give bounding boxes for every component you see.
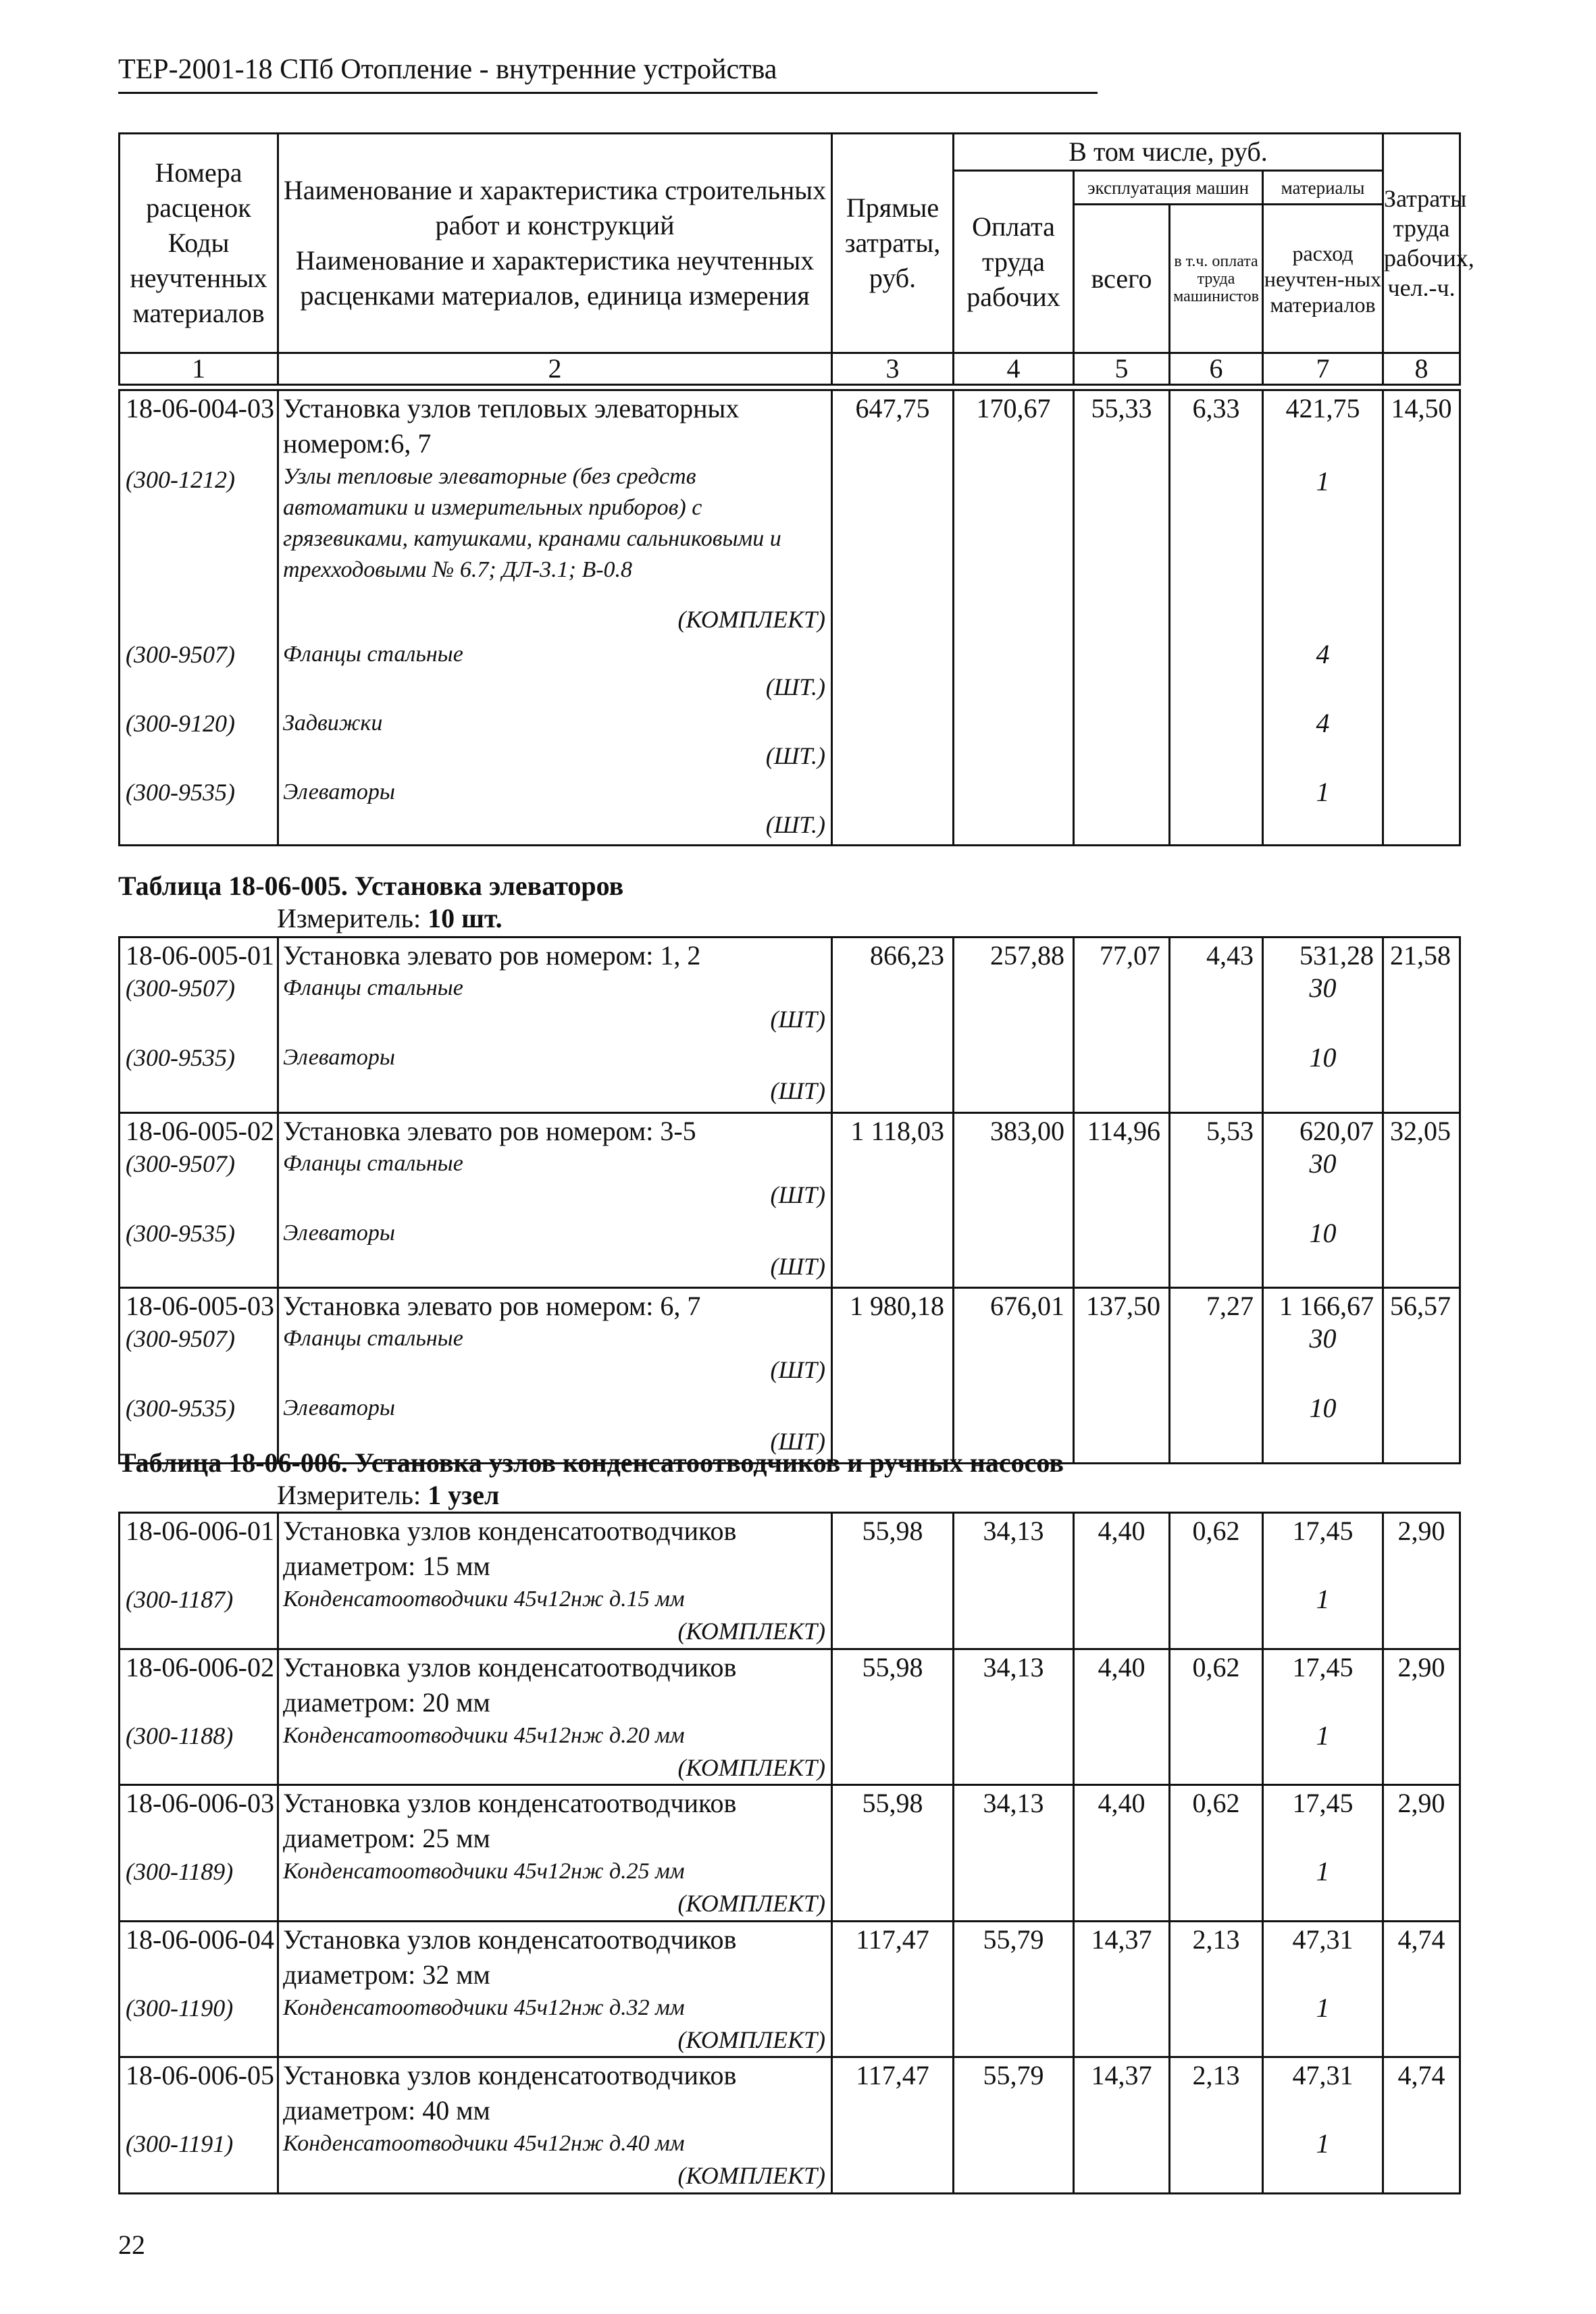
rate-code: 18-06-006-02 — [126, 1651, 274, 1682]
operator-wages: 2,13 — [1170, 1921, 1263, 1992]
machine-costs: 4,40 — [1074, 1785, 1170, 1857]
work-description: Установка узлов конденсатоотводчиков диаметром: 32 мм — [283, 1924, 737, 1990]
material-qty: 1 — [1263, 1856, 1383, 1921]
material-code: (300-1191) — [126, 2130, 234, 2157]
material-qty: 4 — [1263, 707, 1383, 776]
material-costs: 421,75 — [1263, 390, 1383, 462]
direct-costs: 55,98 — [832, 1649, 954, 1720]
material-costs: 47,31 — [1263, 2057, 1383, 2129]
col-header-labor-hours: Затраты труда рабочих, чел.-ч. — [1383, 134, 1460, 353]
machine-costs: 55,33 — [1074, 390, 1170, 462]
material-name: Элеваторы — [283, 1395, 395, 1420]
material-code: (300-9120) — [126, 710, 235, 737]
material-code: (300-9535) — [126, 1219, 235, 1247]
material-code: (300-9535) — [126, 779, 235, 806]
material-code: (300-1189) — [126, 1858, 234, 1885]
material-code: (300-9535) — [126, 1395, 235, 1422]
worker-wages: 55,79 — [954, 1921, 1074, 1992]
rate-table-18-06-006 — [118, 1512, 1461, 2194]
material-qty: 4 — [1263, 638, 1383, 707]
page-number: 22 — [118, 2230, 145, 2260]
work-description: Установка элевато ров номером: 1, 2 — [283, 940, 701, 971]
direct-costs: 1 980,18 — [832, 1288, 954, 1325]
machine-costs: 14,37 — [1074, 2057, 1170, 2129]
material-qty: 30 — [1263, 973, 1383, 1041]
direct-costs: 647,75 — [832, 390, 954, 462]
col-header-machines-group: эксплуатация машин — [1074, 171, 1263, 205]
machine-costs: 114,96 — [1074, 1112, 1170, 1149]
material-unit: (ШТ) — [770, 1077, 825, 1104]
col-header-direct-costs: Прямые затраты, руб. — [832, 134, 954, 353]
operator-wages: 0,62 — [1170, 1513, 1263, 1585]
rate-code: 18-06-005-01 — [126, 940, 274, 971]
rate-code: 18-06-004-03 — [126, 393, 274, 423]
material-name: Фланцы стальные — [283, 975, 463, 1000]
rate-code: 18-06-006-04 — [126, 1924, 274, 1955]
worker-wages: 383,00 — [954, 1112, 1074, 1149]
operator-wages: 6,33 — [1170, 390, 1263, 462]
material-qty: 1 — [1263, 2128, 1383, 2193]
work-description: Установка узлов конденсатоотводчиков диаметром: 25 мм — [283, 1788, 737, 1853]
worker-wages: 170,67 — [954, 390, 1074, 462]
material-costs: 17,45 — [1263, 1649, 1383, 1720]
labor-hours: 32,05 — [1383, 1112, 1460, 1149]
material-unit: (ШТ) — [770, 1252, 825, 1280]
material-code: (300-1187) — [126, 1586, 234, 1613]
col-header-wages: Оплата труда рабочих — [954, 171, 1074, 353]
machine-costs: 4,40 — [1074, 1649, 1170, 1720]
material-name: Элеваторы — [283, 779, 395, 804]
material-unit: (КОМПЛЕКТ) — [677, 1618, 825, 1645]
machine-costs: 137,50 — [1074, 1288, 1170, 1325]
direct-costs: 1 118,03 — [832, 1112, 954, 1149]
labor-hours: 56,57 — [1383, 1288, 1460, 1325]
table-caption-18-06-006: Таблица 18-06-006. Установка узлов конденсатоотводчиков и ручных насосов — [118, 1447, 1064, 1478]
worker-wages: 34,13 — [954, 1785, 1074, 1857]
material-qty: 1 — [1263, 776, 1383, 845]
material-costs: 17,45 — [1263, 1785, 1383, 1857]
operator-wages: 0,62 — [1170, 1785, 1263, 1857]
worker-wages: 34,13 — [954, 1513, 1074, 1585]
material-name: Элеваторы — [283, 1220, 395, 1245]
material-qty: 10 — [1263, 1391, 1383, 1463]
material-code: (300-9507) — [126, 1150, 235, 1177]
material-name: Фланцы стальные — [283, 1326, 463, 1351]
material-code: (300-1212) — [126, 466, 235, 493]
work-description: Установка элевато ров номером: 6, 7 — [283, 1291, 701, 1321]
labor-hours: 2,90 — [1383, 1513, 1460, 1585]
rate-code: 18-06-006-05 — [126, 2060, 274, 2090]
material-qty: 1 — [1263, 1992, 1383, 2057]
work-description: Установка узлов конденсатоотводчиков диаметром: 15 мм — [283, 1516, 737, 1581]
col-header-group: В том числе, руб. — [954, 134, 1383, 171]
material-code: (300-9507) — [126, 641, 235, 668]
labor-hours: 14,50 — [1383, 390, 1460, 462]
table-measure-18-06-006: Измеритель: 1 узел — [277, 1480, 500, 1510]
direct-costs: 55,98 — [832, 1513, 954, 1585]
table-measure-18-06-005: Измеритель: 10 шт. — [277, 903, 503, 933]
material-unit: (КОМПЛЕКТ) — [677, 2162, 825, 2189]
material-unit: (ШТ) — [770, 1181, 825, 1208]
material-code: (300-9507) — [126, 975, 235, 1002]
material-costs: 47,31 — [1263, 1921, 1383, 1992]
work-description: Установка узлов конденсатоотводчиков диаметром: 20 мм — [283, 1651, 737, 1718]
material-code: (300-1190) — [126, 1994, 234, 2022]
column-number-row: 1 2 3 4 5 6 7 8 — [120, 353, 1460, 385]
material-unit: (КОМПЛЕКТ) — [677, 2026, 825, 2053]
material-code: (300-1188) — [126, 1722, 234, 1749]
material-qty: 1 — [1263, 1720, 1383, 1785]
material-unit: (ШТ.) — [765, 673, 825, 700]
page-header: ТЕР-2001-18 СПб Отопление - внутренние устройства — [118, 47, 1098, 94]
material-qty: 1 — [1263, 1584, 1383, 1649]
operator-wages: 5,53 — [1170, 1112, 1263, 1149]
material-costs: 1 166,67 — [1263, 1288, 1383, 1325]
worker-wages: 676,01 — [954, 1288, 1074, 1325]
material-name: Конденсатоотводчики 45ч12нж д.15 мм — [283, 1587, 685, 1612]
rate-table-18-06-005 — [118, 936, 1461, 1464]
material-name: Фланцы стальные — [283, 1150, 463, 1176]
operator-wages: 7,27 — [1170, 1288, 1263, 1325]
worker-wages: 257,88 — [954, 937, 1074, 974]
work-description: Установка элевато ров номером: 3-5 — [283, 1115, 696, 1146]
col-header-names: Наименование и характеристика строительных работ и конструкций Наименование и характеристика неучтенных расценками материалов, единица измерения — [278, 134, 832, 353]
table-caption-18-06-005: Таблица 18-06-005. Установка элеваторов — [118, 871, 624, 901]
machine-costs: 77,07 — [1074, 937, 1170, 974]
material-qty: 30 — [1263, 1149, 1383, 1216]
material-code: (300-9535) — [126, 1044, 235, 1071]
material-unit: (ШТ) — [770, 1356, 825, 1383]
operator-wages: 2,13 — [1170, 2057, 1263, 2129]
machine-costs: 14,37 — [1074, 1921, 1170, 1992]
material-costs: 620,07 — [1263, 1112, 1383, 1149]
column-header-table — [118, 132, 1474, 386]
material-name: Фланцы стальные — [283, 642, 463, 667]
labor-hours: 21,58 — [1383, 937, 1460, 974]
rate-code: 18-06-006-01 — [126, 1516, 274, 1546]
material-unit: (КОМПЛЕКТ) — [677, 1753, 825, 1781]
material-name: Конденсатоотводчики 45ч12нж д.20 мм — [283, 1722, 685, 1748]
material-name: Конденсатоотводчики 45ч12нж д.32 мм — [283, 1995, 685, 2020]
col-header-materials-group: материалы — [1263, 171, 1383, 205]
worker-wages: 34,13 — [954, 1649, 1074, 1720]
rate-code: 18-06-005-03 — [126, 1291, 274, 1321]
material-qty: 10 — [1263, 1041, 1383, 1112]
material-unit: (КОМПЛЕКТ) — [677, 606, 825, 633]
machine-costs: 4,40 — [1074, 1513, 1170, 1585]
material-unit: (ШТ.) — [765, 742, 825, 769]
labor-hours: 2,90 — [1383, 1785, 1460, 1857]
labor-hours: 2,90 — [1383, 1649, 1460, 1720]
material-qty: 30 — [1263, 1324, 1383, 1391]
material-name: Конденсатоотводчики 45ч12нж д.25 мм — [283, 1859, 685, 1884]
material-unit: (КОМПЛЕКТ) — [677, 1890, 825, 1917]
material-unit: (ШТ) — [770, 1428, 825, 1455]
worker-wages: 55,79 — [954, 2057, 1074, 2129]
material-unit: (ШТ.) — [765, 811, 825, 838]
material-name: Узлы тепловые элеваторные (без средств автоматики и измерительных приборов) с грязевиками, катушками, кранами сальниковыми и трехходовыми № 6.7; ДЛ-3.1; В-0.8 — [283, 464, 781, 582]
rate-code: 18-06-005-02 — [126, 1115, 274, 1146]
work-description: Установка узлов тепловых элеваторных номером:6, 7 — [283, 393, 740, 459]
material-qty: 1 — [1263, 461, 1383, 638]
rate-code: 18-06-006-03 — [126, 1788, 274, 1818]
operator-wages: 4,43 — [1170, 937, 1263, 974]
work-description: Установка узлов конденсатоотводчиков диаметром: 40 мм — [283, 2060, 737, 2126]
material-name: Конденсатоотводчики 45ч12нж д.40 мм — [283, 2131, 685, 2156]
labor-hours: 4,74 — [1383, 2057, 1460, 2129]
col-header-machines-total: всего — [1074, 205, 1170, 353]
material-code: (300-9507) — [126, 1325, 235, 1352]
direct-costs: 117,47 — [832, 2057, 954, 2129]
material-name: Элеваторы — [283, 1045, 395, 1070]
material-name: Задвижки — [283, 711, 383, 736]
direct-costs: 55,98 — [832, 1785, 954, 1857]
material-costs: 17,45 — [1263, 1513, 1383, 1585]
col-header-codes: Номера расценок Коды неучтенных материалов — [120, 134, 278, 353]
direct-costs: 866,23 — [832, 937, 954, 974]
labor-hours: 4,74 — [1383, 1921, 1460, 1992]
direct-costs: 117,47 — [832, 1921, 954, 1992]
rate-block-18-06-004-03 — [118, 389, 1461, 846]
col-header-operator-wages: в т.ч. оплата труда машинистов — [1170, 205, 1263, 353]
col-header-materials-qty: расход неучтен-ных материалов — [1263, 205, 1383, 353]
material-qty: 10 — [1263, 1216, 1383, 1288]
material-unit: (ШТ) — [770, 1006, 825, 1033]
operator-wages: 0,62 — [1170, 1649, 1263, 1720]
material-costs: 531,28 — [1263, 937, 1383, 974]
